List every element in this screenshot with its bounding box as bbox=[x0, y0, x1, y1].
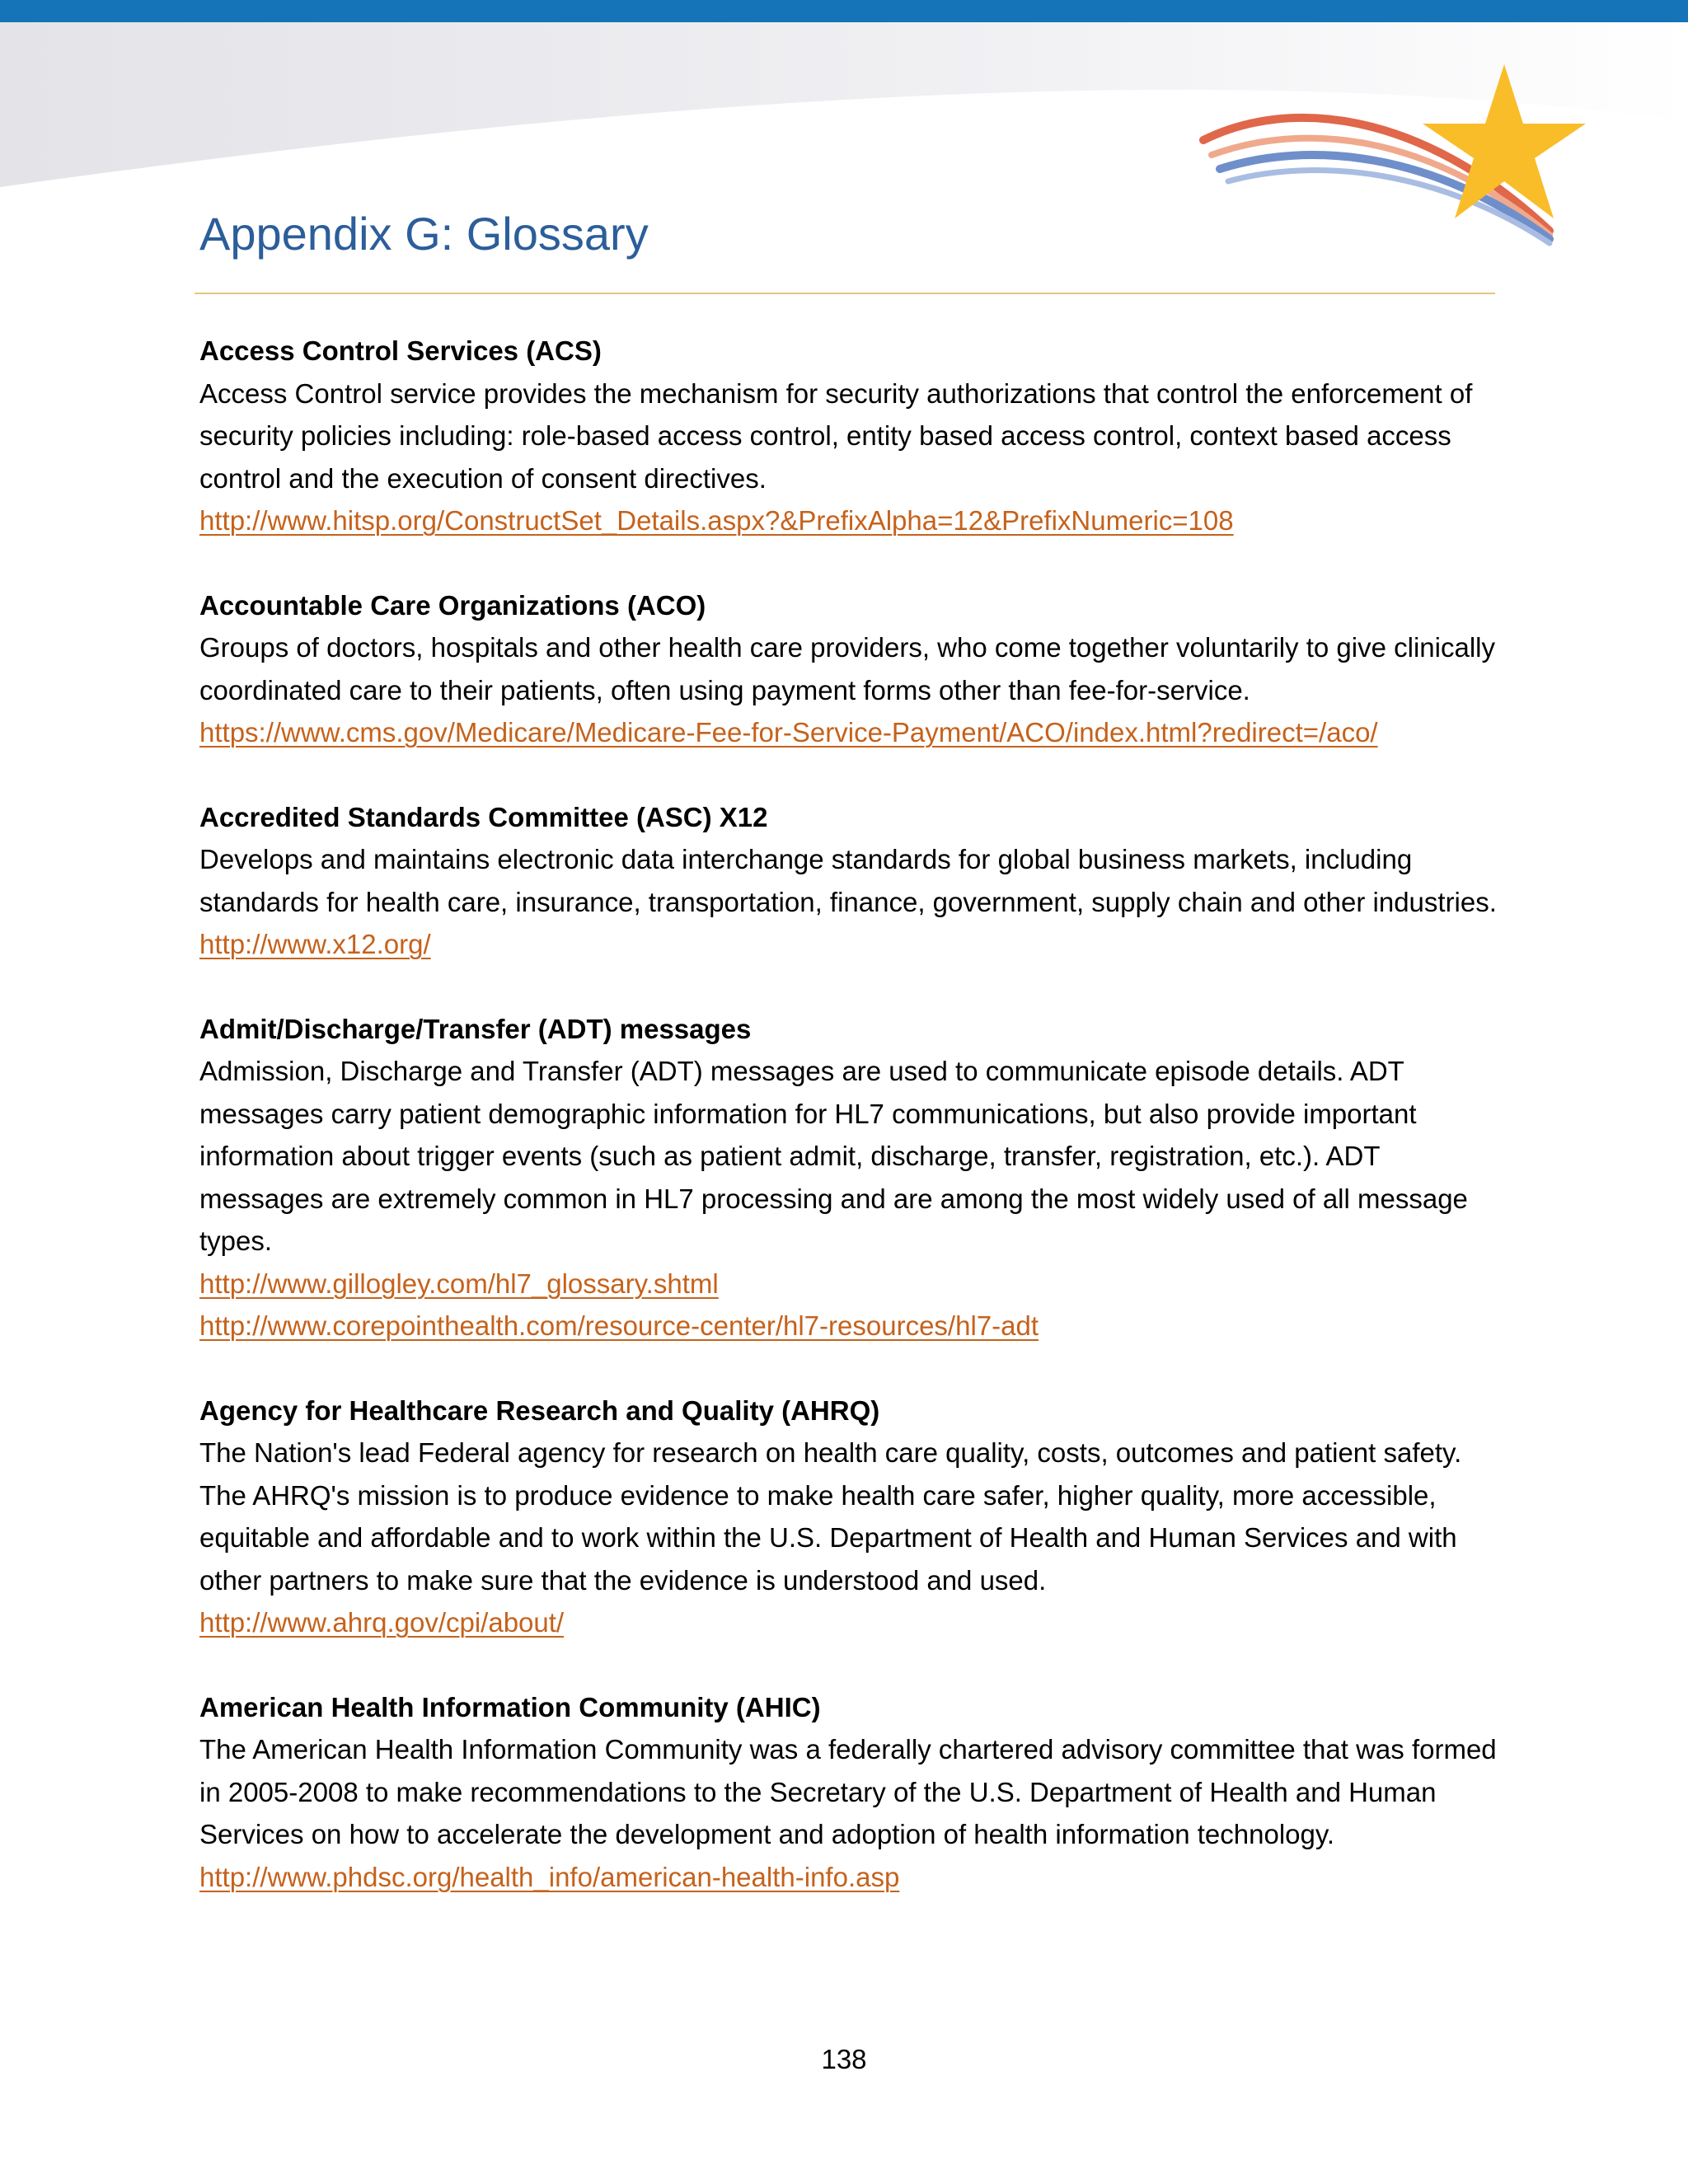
page-number: 138 bbox=[821, 2044, 867, 2074]
glossary-definition: Develops and maintains electronic data interchange standards for global business markets, including standards for health care, insurance, transportation, finance, government, supply chain and other industries. bbox=[199, 844, 1497, 917]
glossary-entry bbox=[199, 330, 1510, 542]
glossary-term: Admit/Discharge/Transfer (ADT) messages bbox=[199, 1013, 752, 1044]
reference-link[interactable]: http://www.hitsp.org/ConstructSet_Details.aspx?&PrefixAlpha=12&PrefixNumeric=108 bbox=[199, 505, 1234, 536]
reference-link[interactable]: http://www.ahrq.gov/cpi/about/ bbox=[199, 1607, 565, 1638]
glossary-term: Accountable Care Organizations (ACO) bbox=[199, 589, 706, 621]
reference-link[interactable]: http://www.x12.org/ bbox=[199, 929, 431, 959]
page-title: Appendix G: Glossary bbox=[199, 208, 649, 260]
reference-link[interactable]: http://www.corepointhealth.com/resource-center/hl7-resources/hl7-adt bbox=[199, 1310, 1039, 1341]
reference-link[interactable]: https://www.cms.gov/Medicare/Medicare-Fee-for-Service-Payment/ACO/index.html?redirect=/aco/ bbox=[199, 717, 1378, 748]
glossary-term: American Health Information Community (AHIC) bbox=[199, 1691, 821, 1722]
glossary-term: Accredited Standards Committee (ASC) X12 bbox=[199, 801, 768, 832]
glossary-definition: The American Health Information Community was a federally chartered advisory committee that was formed in 2005-2008 to make recommendations to the Secretary of the U.S. Department of Health and Human Services on how to accelerate the development and adoption of health information technology. bbox=[199, 1734, 1497, 1849]
glossary-definition: Admission, Discharge and Transfer (ADT) messages are used to communicate episode details. ADT messages carry patient demographic information for HL7 communications, but also provide important information about trigger events (such as patient admit, discharge, transfer, registration, etc.). ADT messages are extremely common in HL7 processing and are among the most widely used of all message types. bbox=[199, 1056, 1468, 1256]
title-divider bbox=[195, 293, 1495, 294]
glossary-definition: Groups of doctors, hospitals and other health care providers, who come together voluntarily to give clinically coordinated care to their patients, often using payment forms other than fee-for-service. bbox=[199, 632, 1495, 705]
glossary-entry bbox=[199, 584, 1510, 754]
star-logo-icon bbox=[1187, 49, 1599, 247]
glossary-entry bbox=[199, 1008, 1510, 1347]
glossary-entry bbox=[199, 796, 1510, 966]
glossary-term: Agency for Healthcare Research and Quality (AHRQ) bbox=[199, 1394, 880, 1426]
glossary-definition: The Nation's lead Federal agency for research on health care quality, costs, outcomes and patient safety. The AHRQ's mission is to produce evidence to make health care safer, higher quality, more accessible, equitable and affordable and to work within the U.S. Department of Health and Human Services and with other partners to make sure that the evidence is understood and used. bbox=[199, 1437, 1462, 1596]
reference-link[interactable]: http://www.phdsc.org/health_info/american-health-info.asp bbox=[199, 1861, 900, 1892]
glossary-definition: Access Control service provides the mechanism for security authorizations that control the enforcement of security policies including: role-based access control, entity based access control, context based access control and the execution of consent directives. bbox=[199, 377, 1473, 494]
reference-link[interactable]: http://www.gillogley.com/hl7_glossary.shtml bbox=[199, 1268, 719, 1299]
glossary-entry bbox=[199, 1686, 1510, 1899]
glossary-entry bbox=[199, 1390, 1510, 1644]
glossary-list bbox=[199, 330, 1510, 1940]
header-bar bbox=[0, 0, 1688, 22]
glossary-term: Access Control Services (ACS) bbox=[199, 335, 602, 366]
